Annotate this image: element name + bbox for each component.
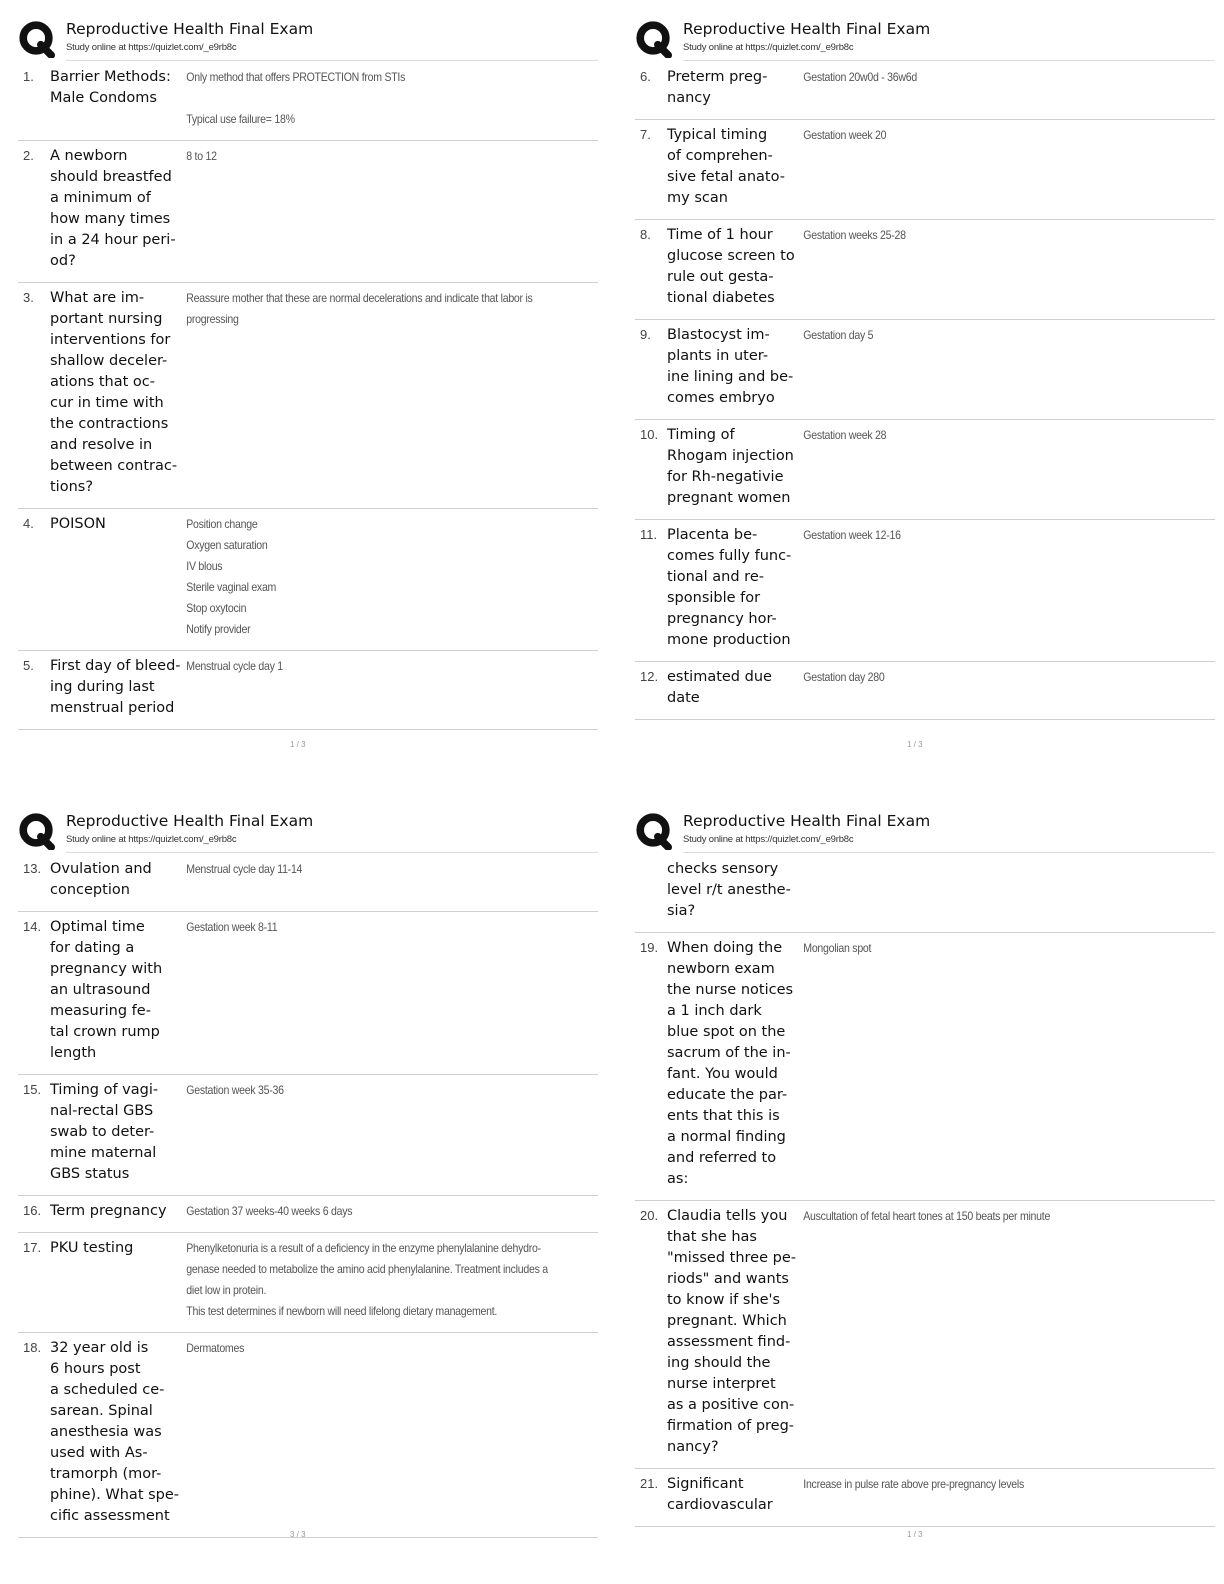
card-definition: 8 to 12 <box>186 149 217 163</box>
card-number: 17. <box>23 1240 42 1255</box>
header-divider <box>683 60 1215 61</box>
page-header <box>18 18 598 62</box>
page-title: Reproductive Health Final Exam <box>66 812 314 830</box>
flashcard-row <box>635 854 1215 933</box>
card-number: 9. <box>640 327 651 342</box>
quizlet-logo-icon <box>635 812 673 850</box>
card-number: 15. <box>23 1082 42 1097</box>
flashcard-row <box>18 141 598 283</box>
card-term: When doing the newborn exam the nurse notices a 1 inch dark blue spot on the sacrum of the in- fant. You would educate the par- ents that this is a normal finding and referred to as: <box>667 940 794 1187</box>
card-term: What are im- portant nursing interventions for shallow deceler- ations that oc- cur in time with the contractions and resolve in between contrac- tions? <box>50 290 178 495</box>
card-definition: Gestation day 280 <box>803 670 885 684</box>
flashcard-row <box>635 1469 1215 1527</box>
card-number: 3. <box>23 290 34 305</box>
flashcard-row <box>635 62 1215 120</box>
header-divider <box>66 60 598 61</box>
flashcard-row <box>18 912 598 1075</box>
card-definition: Gestation day 5 <box>803 328 874 342</box>
card-number: 12. <box>640 669 659 684</box>
page-title: Reproductive Health Final Exam <box>683 20 931 38</box>
page-title: Reproductive Health Final Exam <box>683 812 931 830</box>
card-definition: Position change Oxygen saturation IV blous Sterile vaginal exam Stop oxytocin Notify provider <box>186 517 277 636</box>
flashcard-row <box>635 1201 1215 1469</box>
card-definition <box>798 859 1165 922</box>
card-number: 10. <box>640 427 659 442</box>
card-definition: Reassure mother that these are normal decelerations and indicate that labor is progressing <box>186 291 533 326</box>
card-number: 7. <box>640 127 651 142</box>
card-definition: Gestation week 8-11 <box>186 920 278 934</box>
card-number: 8. <box>640 227 651 242</box>
flashcard-row <box>635 420 1215 520</box>
card-term: Significant cardiovascular <box>667 1476 773 1513</box>
card-definition: Mongolian spot <box>803 941 872 955</box>
card-term: A newborn should breastfed a minimum of how many times in a 24 hour peri- od? <box>50 148 176 269</box>
card-number: 11. <box>640 527 658 542</box>
flashcard-row <box>18 62 598 141</box>
card-number: 6. <box>640 69 651 84</box>
flashcard-row <box>635 320 1215 420</box>
study-online-link[interactable]: Study online at https://quizlet.com/_e9rb8c <box>66 834 237 845</box>
page-header <box>18 810 598 854</box>
card-number: 2. <box>23 148 34 163</box>
quizlet-logo-icon <box>635 20 673 58</box>
page-4 <box>635 810 1215 1527</box>
study-online-link[interactable]: Study online at https://quizlet.com/_e9rb8c <box>66 42 237 53</box>
flashcard-row <box>635 120 1215 220</box>
card-definition: Gestation 20w0d - 36w6d <box>803 70 917 84</box>
quizlet-logo-icon <box>18 812 56 850</box>
card-term: Blastocyst im- plants in uter- ine lining and be- comes embryo <box>667 327 794 406</box>
card-term: 32 year old is 6 hours post a scheduled ce- sarean. Spinal anesthesia was used with As- tramorph (mor- phine). What spe- cific assessment <box>50 1340 180 1524</box>
card-number: 5. <box>23 658 34 673</box>
card-term: Timing of Rhogam injection for Rh-negativie pregnant women <box>667 427 794 506</box>
card-number: 4. <box>23 516 34 531</box>
flashcard-row <box>18 1196 598 1233</box>
card-number: 14. <box>23 919 42 934</box>
page-number: 3 / 3 <box>290 1530 306 1539</box>
card-definition: Only method that offers PROTECTION from STIs Typical use failure= 18% <box>186 70 406 126</box>
card-term: POISON <box>50 516 106 532</box>
card-definition: Gestation week 20 <box>803 128 887 142</box>
flashcard-row <box>635 520 1215 662</box>
card-definition: Menstrual cycle day 11-14 <box>186 862 303 876</box>
page-header <box>635 810 1215 854</box>
card-term: Term pregnancy <box>50 1203 167 1219</box>
card-number: 13. <box>23 861 42 876</box>
flashcard-row <box>18 283 598 509</box>
study-online-link[interactable]: Study online at https://quizlet.com/_e9rb8c <box>683 834 854 845</box>
card-number: 16. <box>23 1203 42 1218</box>
card-definition: Increase in pulse rate above pre-pregnancy levels <box>803 1477 1024 1491</box>
card-definition: Gestation week 12-16 <box>803 528 901 542</box>
flashcard-row <box>635 220 1215 320</box>
card-definition: Gestation 37 weeks-40 weeks 6 days <box>186 1204 353 1218</box>
page-1 <box>18 18 598 730</box>
quizlet-logo-icon <box>18 20 56 58</box>
flashcard-row <box>18 1333 598 1538</box>
flashcard-row <box>635 662 1215 720</box>
page-2 <box>635 18 1215 720</box>
card-term: Typical timing of comprehen- sive fetal anato- my scan <box>667 127 785 206</box>
card-number: 21. <box>640 1476 659 1491</box>
card-definition: Gestation week 28 <box>803 428 887 442</box>
card-term: Preterm preg- nancy <box>667 69 768 106</box>
card-definition: Dermatomes <box>186 1341 245 1355</box>
card-number: 19. <box>640 940 659 955</box>
card-term: Barrier Methods: Male Condoms <box>50 69 171 106</box>
card-definition: Menstrual cycle day 1 <box>186 659 283 673</box>
flashcard-row <box>18 509 598 651</box>
card-definition: Phenylketonuria is a result of a deficiency in the enzyme phenylalanine dehydro- genase needed to metabolize the amino acid phenylalanine. Treatment includes a diet low in protein. This test determines if newborn will need lifelong dietary management. <box>186 1241 548 1318</box>
card-definition: Gestation weeks 25-28 <box>803 228 906 242</box>
card-term: Timing of vagi- nal-rectal GBS swab to deter- mine maternal GBS status <box>50 1082 159 1182</box>
card-number: 1. <box>23 69 34 84</box>
card-term: Ovulation and conception <box>50 861 152 898</box>
card-term: Claudia tells you that she has "missed three pe- riods" and wants to know if she's pregnant. Which assessment find- ing should the nurse interpret as a positive con- firmation of preg- nancy? <box>667 1208 796 1455</box>
card-definition: Gestation week 35-36 <box>186 1083 284 1097</box>
flashcard-row <box>18 651 598 730</box>
page-number: 1 / 3 <box>907 740 923 749</box>
page-number: 1 / 3 <box>907 1530 923 1539</box>
card-term: Optimal time for dating a pregnancy with an ultrasound measuring fe- tal crown rump length <box>50 919 163 1061</box>
card-term: First day of bleed- ing during last menstrual period <box>50 658 181 716</box>
study-online-link[interactable]: Study online at https://quizlet.com/_e9rb8c <box>683 42 854 53</box>
page-3 <box>18 810 598 1538</box>
card-term: PKU testing <box>50 1240 134 1256</box>
flashcard-row <box>18 854 598 912</box>
page-number: 1 / 3 <box>290 740 306 749</box>
flashcard-row <box>635 933 1215 1201</box>
card-term: checks sensory level r/t anesthe- sia? <box>667 861 791 919</box>
card-definition: Auscultation of fetal heart tones at 150 beats per minute <box>803 1209 1051 1223</box>
page-header <box>635 18 1215 62</box>
card-term: Placenta be- comes fully func- tional and re- sponsible for pregnancy hor- mone production <box>667 527 792 648</box>
header-divider <box>683 852 1215 853</box>
card-number: 20. <box>640 1208 659 1223</box>
card-term: estimated due date <box>667 669 772 706</box>
header-divider <box>66 852 598 853</box>
flashcard-row <box>18 1075 598 1196</box>
page-title: Reproductive Health Final Exam <box>66 20 314 38</box>
card-term: Time of 1 hour glucose screen to rule out gesta- tional diabetes <box>667 227 795 306</box>
flashcard-row <box>18 1233 598 1333</box>
card-number: 18. <box>23 1340 42 1355</box>
